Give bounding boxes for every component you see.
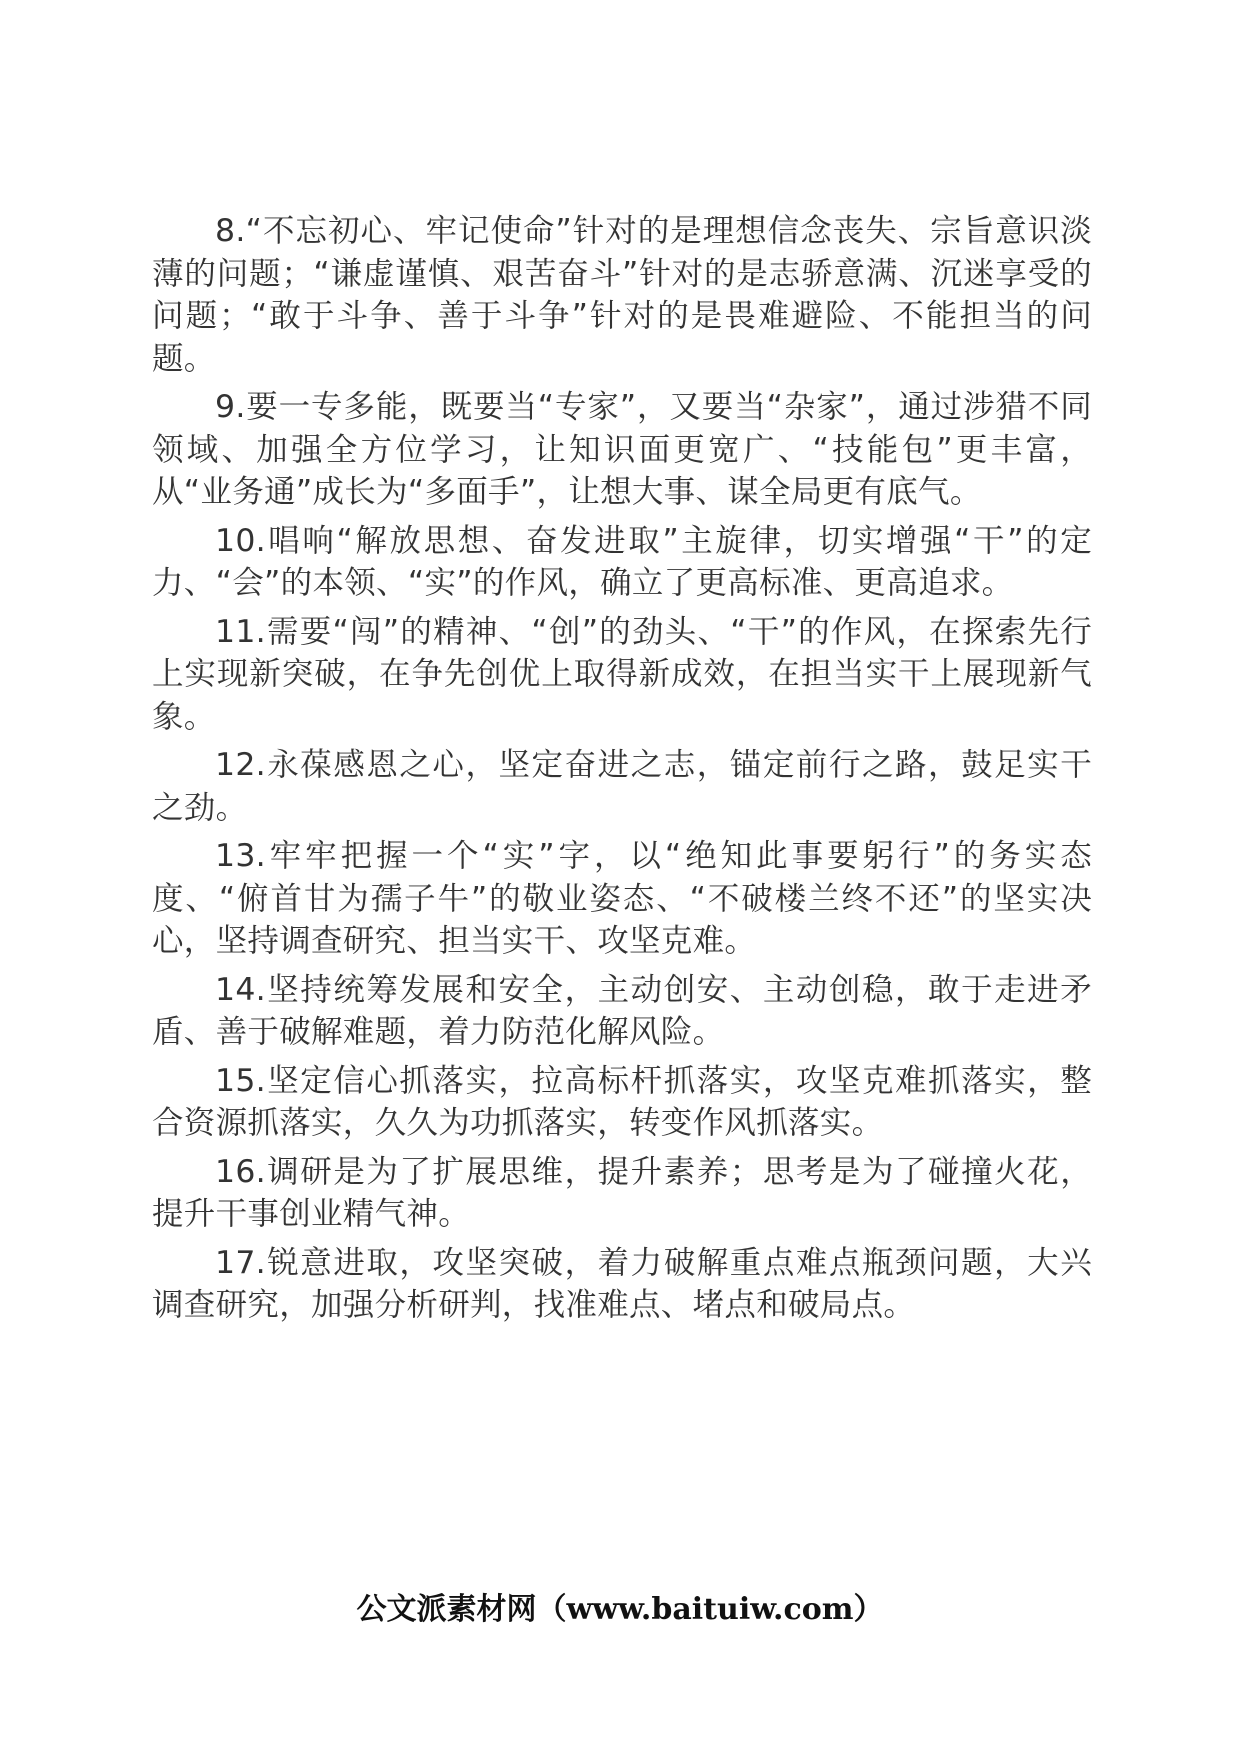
paragraph-13: 13.牢牢把握一个“实”字，以“绝知此事要躬行”的务实态度、“俯首甘为孺子牛”的敬业姿态、“不破楼兰终不还”的坚实决心，坚持调查研究、担当实干、攻坚克难。 (152, 838, 1092, 959)
document-body (152, 210, 1092, 1333)
paragraph-17: 17.锐意进取，攻坚突破，着力破解重点难点瓶颈问题，大兴调查研究，加强分析研判，找准难点、堵点和破局点。 (152, 1244, 1092, 1323)
paragraph-8: 8.“不忘初心、牢记使命”针对的是理想信念丧失、宗旨意识淡薄的问题；“谦虚谨慎、艰苦奋斗”针对的是志骄意满、沉迷享受的问题；“敢于斗争、善于斗争”针对的是畏难避险、不能担当的问题。 (152, 213, 1092, 377)
paragraph-12: 12.永葆感恩之心，坚定奋进之志，锚定前行之路，鼓足实干之劲。 (152, 747, 1092, 826)
paragraph-15: 15.坚定信心抓落实，拉高标杆抓落实，攻坚克难抓落实，整合资源抓落实，久久为功抓落实，转变作风抓落实。 (152, 1062, 1092, 1141)
paragraph-10: 10.唱响“解放思想、奋发进取”主旋律，切实增强“干”的定力、“会”的本领、“实”的作风，确立了更高标准、更高追求。 (152, 522, 1092, 601)
paragraph-11: 11.需要“闯”的精神、“创”的劲头、“干”的作风，在探索先行上实现新突破，在争先创优上取得新成效，在担当实干上展现新气象。 (152, 613, 1092, 735)
paragraph-16: 16.调研是为了扩展思维，提升素养；思考是为了碰撞火花，提升干事创业精气神。 (152, 1153, 1092, 1232)
page-footer-source: 公文派素材网（www.baituiw.com） (356, 1592, 884, 1627)
paragraph-9: 9.要一专多能，既要当“专家”，又要当“杂家”，通过涉猎不同领域、加强全方位学习，让知识面更宽广、“技能包”更丰富，从“业务通”成长为“多面手”，让想大事、谋全局更有底气。 (152, 389, 1092, 510)
paragraph-14: 14.坚持统筹发展和安全，主动创安、主动创稳，敢于走进矛盾、善于破解难题，着力防范化解风险。 (152, 971, 1092, 1050)
